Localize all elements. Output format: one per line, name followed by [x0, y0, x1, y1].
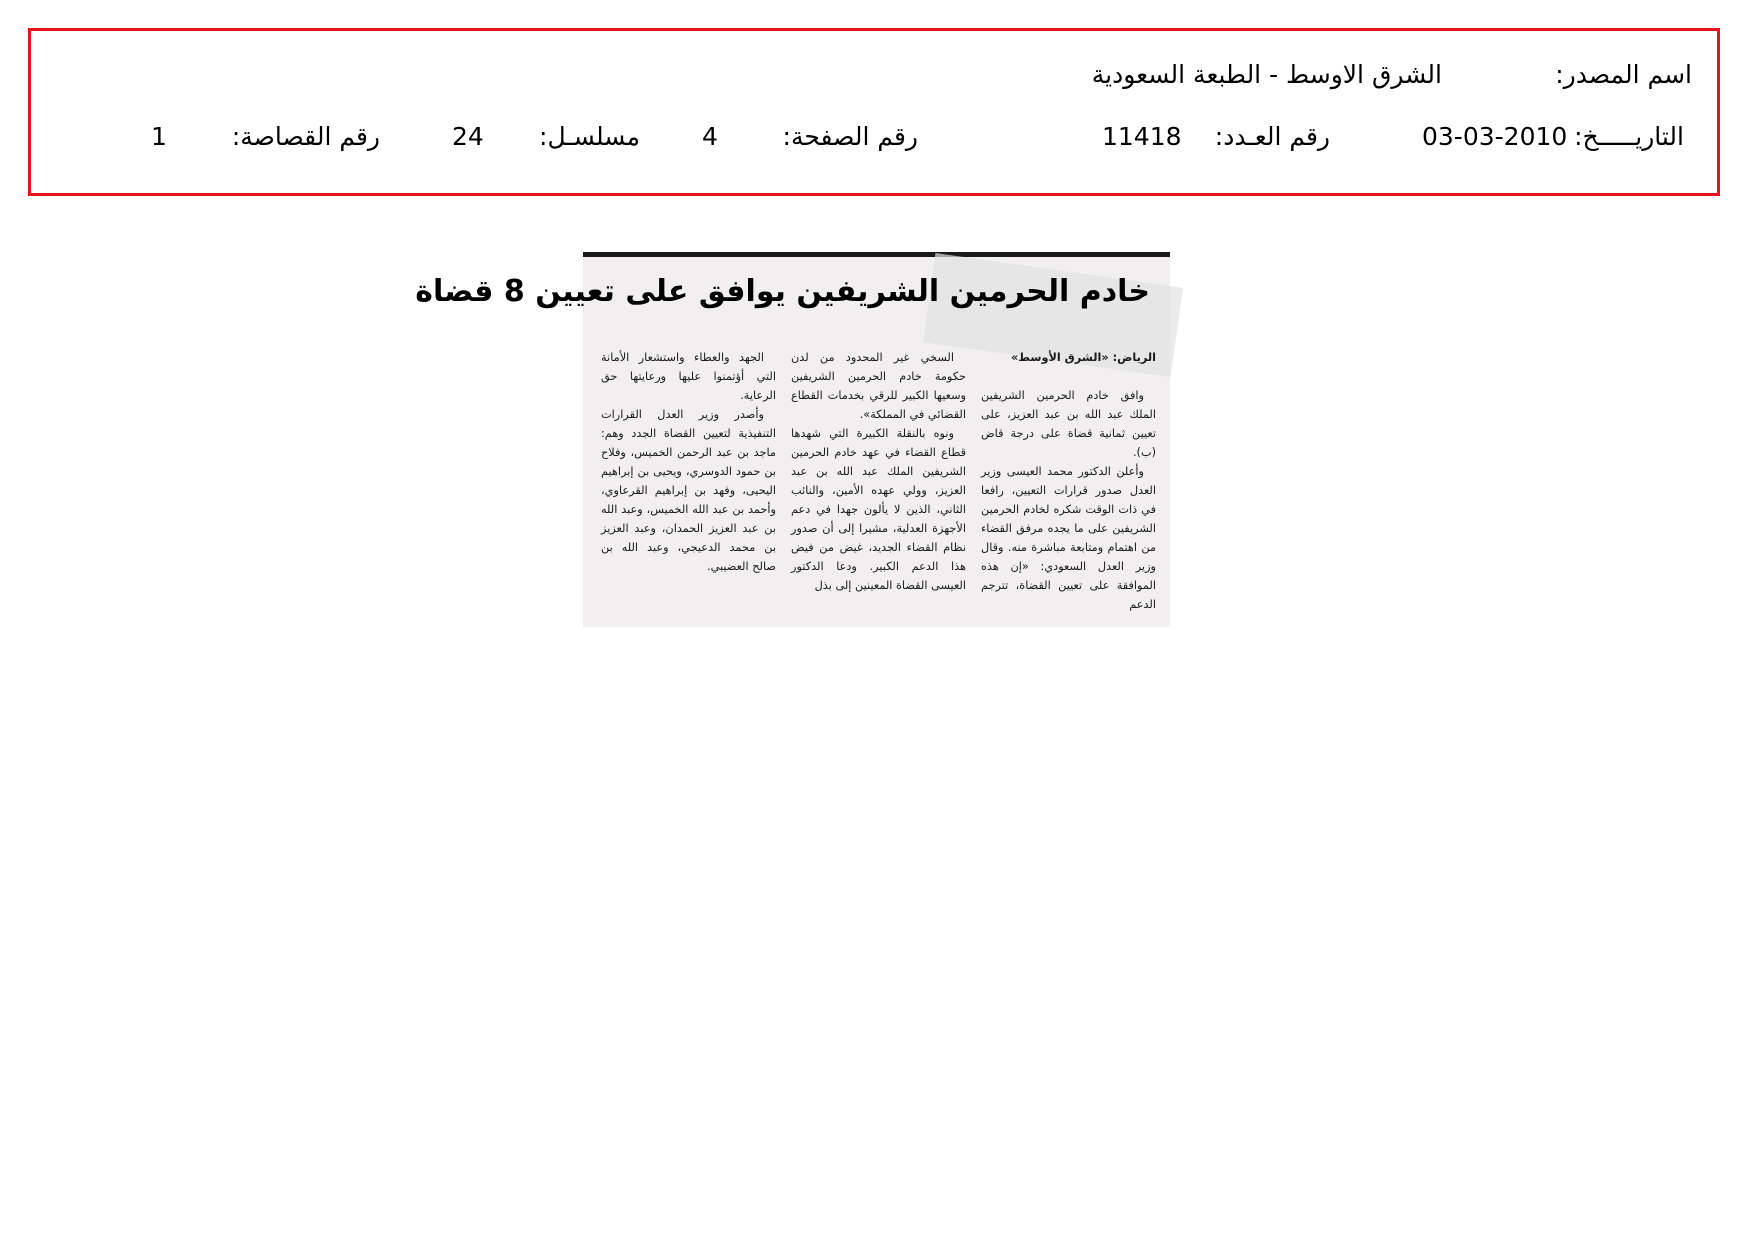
source-value: الشرق الاوسط - الطبعة السعودية: [1091, 60, 1442, 89]
paragraph: الجهد والعطاء واستشعار الأمانة التي أؤتمنوا عليها ورعايتها حق الرعاية.: [601, 351, 776, 402]
paragraph: وأصدر وزير العدل القرارات التنفيذية لتعيين القضاة الجدد وهم: ماجد بن عبد الرحمن الخميس، وفلاح بن حمود الدوسري، ويحيى بن إبراهيم اليحيى، وفهد بن إبراهيم القرعاوي، وأحمد بن عبد الله الخميس، وعبد الله بن عبد العزيز الحمدان، وعبد العزيز بن محمد الدعيجي، وعبد الله بن صالح العضيبي.: [601, 408, 776, 573]
date-label: التاريـــــخ:: [1574, 122, 1684, 151]
paragraph: وأعلن الدكتور محمد العيسى وزير العدل صدور قرارات التعيين، رافعا في ذات الوقت شكره لخادم الحرمين الشريفين على ما يجده مرفق القضاء من اهتمام ومتابعة مباشرة منه. وقال وزير العدل السعودي: «إن هذه الموافقة على تعيين القضاة، تترجم الدعم: [981, 465, 1156, 611]
issue-value: 11418: [1102, 122, 1182, 151]
article-column-1: [981, 348, 1156, 614]
article-headline: خادم الحرمين الشريفين يوافق على تعيين 8 قضاة: [415, 274, 1150, 309]
clipping-value: 1: [151, 122, 167, 151]
page-value: 4: [702, 122, 718, 151]
newspaper-clipping: [415, 252, 1170, 627]
paragraph: وافق خادم الحرمين الشريفين الملك عبد الله بن عبد العزيز، على تعيين ثمانية قضاة على درجة قاض (ب).: [981, 389, 1156, 459]
article-dateline: الرياض: «الشرق الأوسط»: [1010, 351, 1156, 364]
serial-value: 24: [452, 122, 484, 151]
source-label: اسم المصدر:: [1555, 60, 1692, 89]
clipping-info-box: [28, 28, 1720, 196]
date-value: 03-03-2010: [1422, 122, 1568, 151]
top-rule: [583, 252, 1170, 257]
paragraph: ونوه بالنقلة الكبيرة التي شهدها قطاع القضاء في عهد خادم الحرمين الشريفين الملك عبد الله بن عبد العزيز، وولي عهده الأمين، والنائب الثاني، الذين لا يألون جهدا في دعم الأجهزة العدلية، مشيرا إلى أن صدور نظام القضاء الجديد، غيض من فيض هذا الدعم الكبير. ودعا الدكتور العيسى القضاة المعينين إلى بذل: [791, 427, 966, 592]
issue-label: رقم العـدد:: [1214, 122, 1330, 151]
paragraph: السخي غير المحدود من لدن حكومة خادم الحرمين الشريفين وسعيها الكبير للرقي بخدمات القطاع القضائي في المملكة».: [791, 351, 966, 421]
page-label: رقم الصفحة:: [782, 122, 918, 151]
article-column-3: [601, 348, 776, 576]
serial-label: مسلسـل:: [539, 122, 640, 151]
article-column-2: [791, 348, 966, 595]
clipping-label: رقم القصاصة:: [231, 122, 380, 151]
